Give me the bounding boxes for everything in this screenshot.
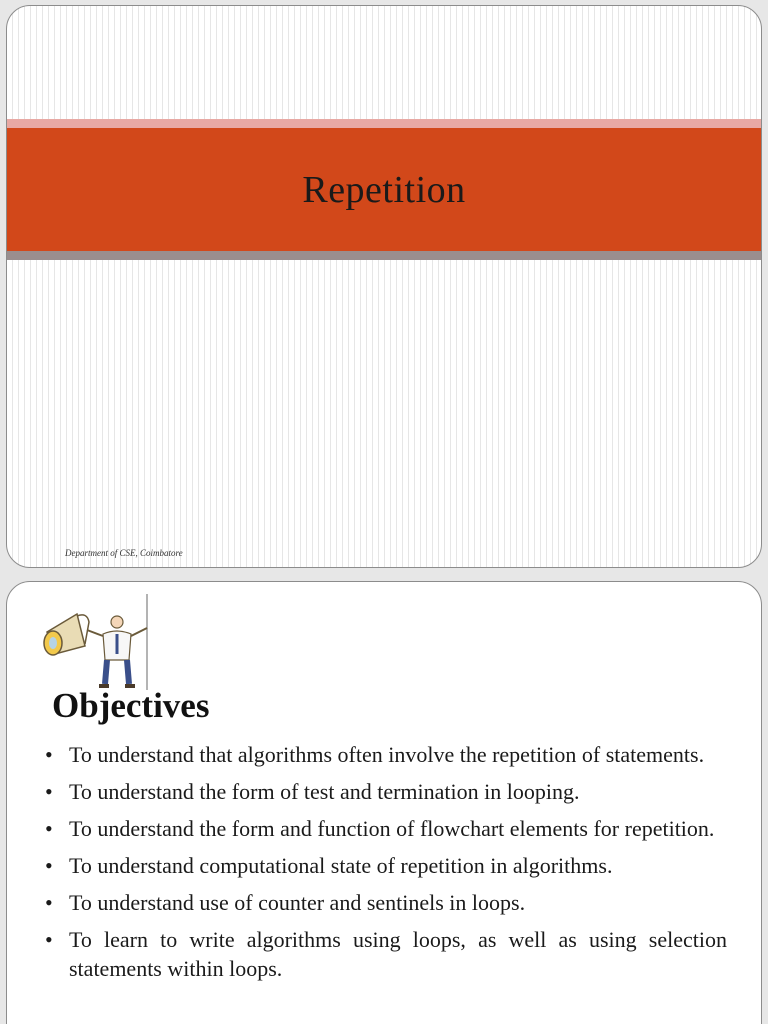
bullet-icon: • (45, 816, 53, 841)
bullet-icon: • (45, 927, 53, 952)
slide-objectives (6, 581, 762, 1024)
list-item: • To understand the form of test and termination in looping. (45, 779, 580, 804)
slide-title (6, 5, 762, 568)
bullet-icon: • (45, 779, 53, 804)
list-item: • To understand that algorithms often involve the repetition of statements. (45, 742, 705, 767)
title-band (7, 128, 761, 251)
list-item: • To understand use of counter and sentinels in loops. (45, 890, 526, 915)
objectives-list (45, 740, 727, 991)
bullet-icon: • (45, 890, 53, 915)
title-band-top-stripe (7, 119, 761, 128)
bullet-icon: • (45, 742, 53, 767)
slide-footer: Department of CSE, Coimbatore (65, 548, 183, 558)
man-with-megaphone-icon (33, 594, 157, 690)
bullet-icon: • (45, 853, 53, 878)
list-item: • To learn to write algorithms using loops, as well as using selection statements within loops. (45, 927, 727, 981)
title-band-bottom-stripe (7, 251, 761, 260)
list-item: • To understand computational state of repetition in algorithms. (45, 853, 613, 878)
objectives-heading: Objectives (52, 686, 210, 725)
list-item: • To understand the form and function of flowchart elements for repetition. (45, 816, 715, 841)
slide-title-text: Repetition (302, 168, 466, 211)
